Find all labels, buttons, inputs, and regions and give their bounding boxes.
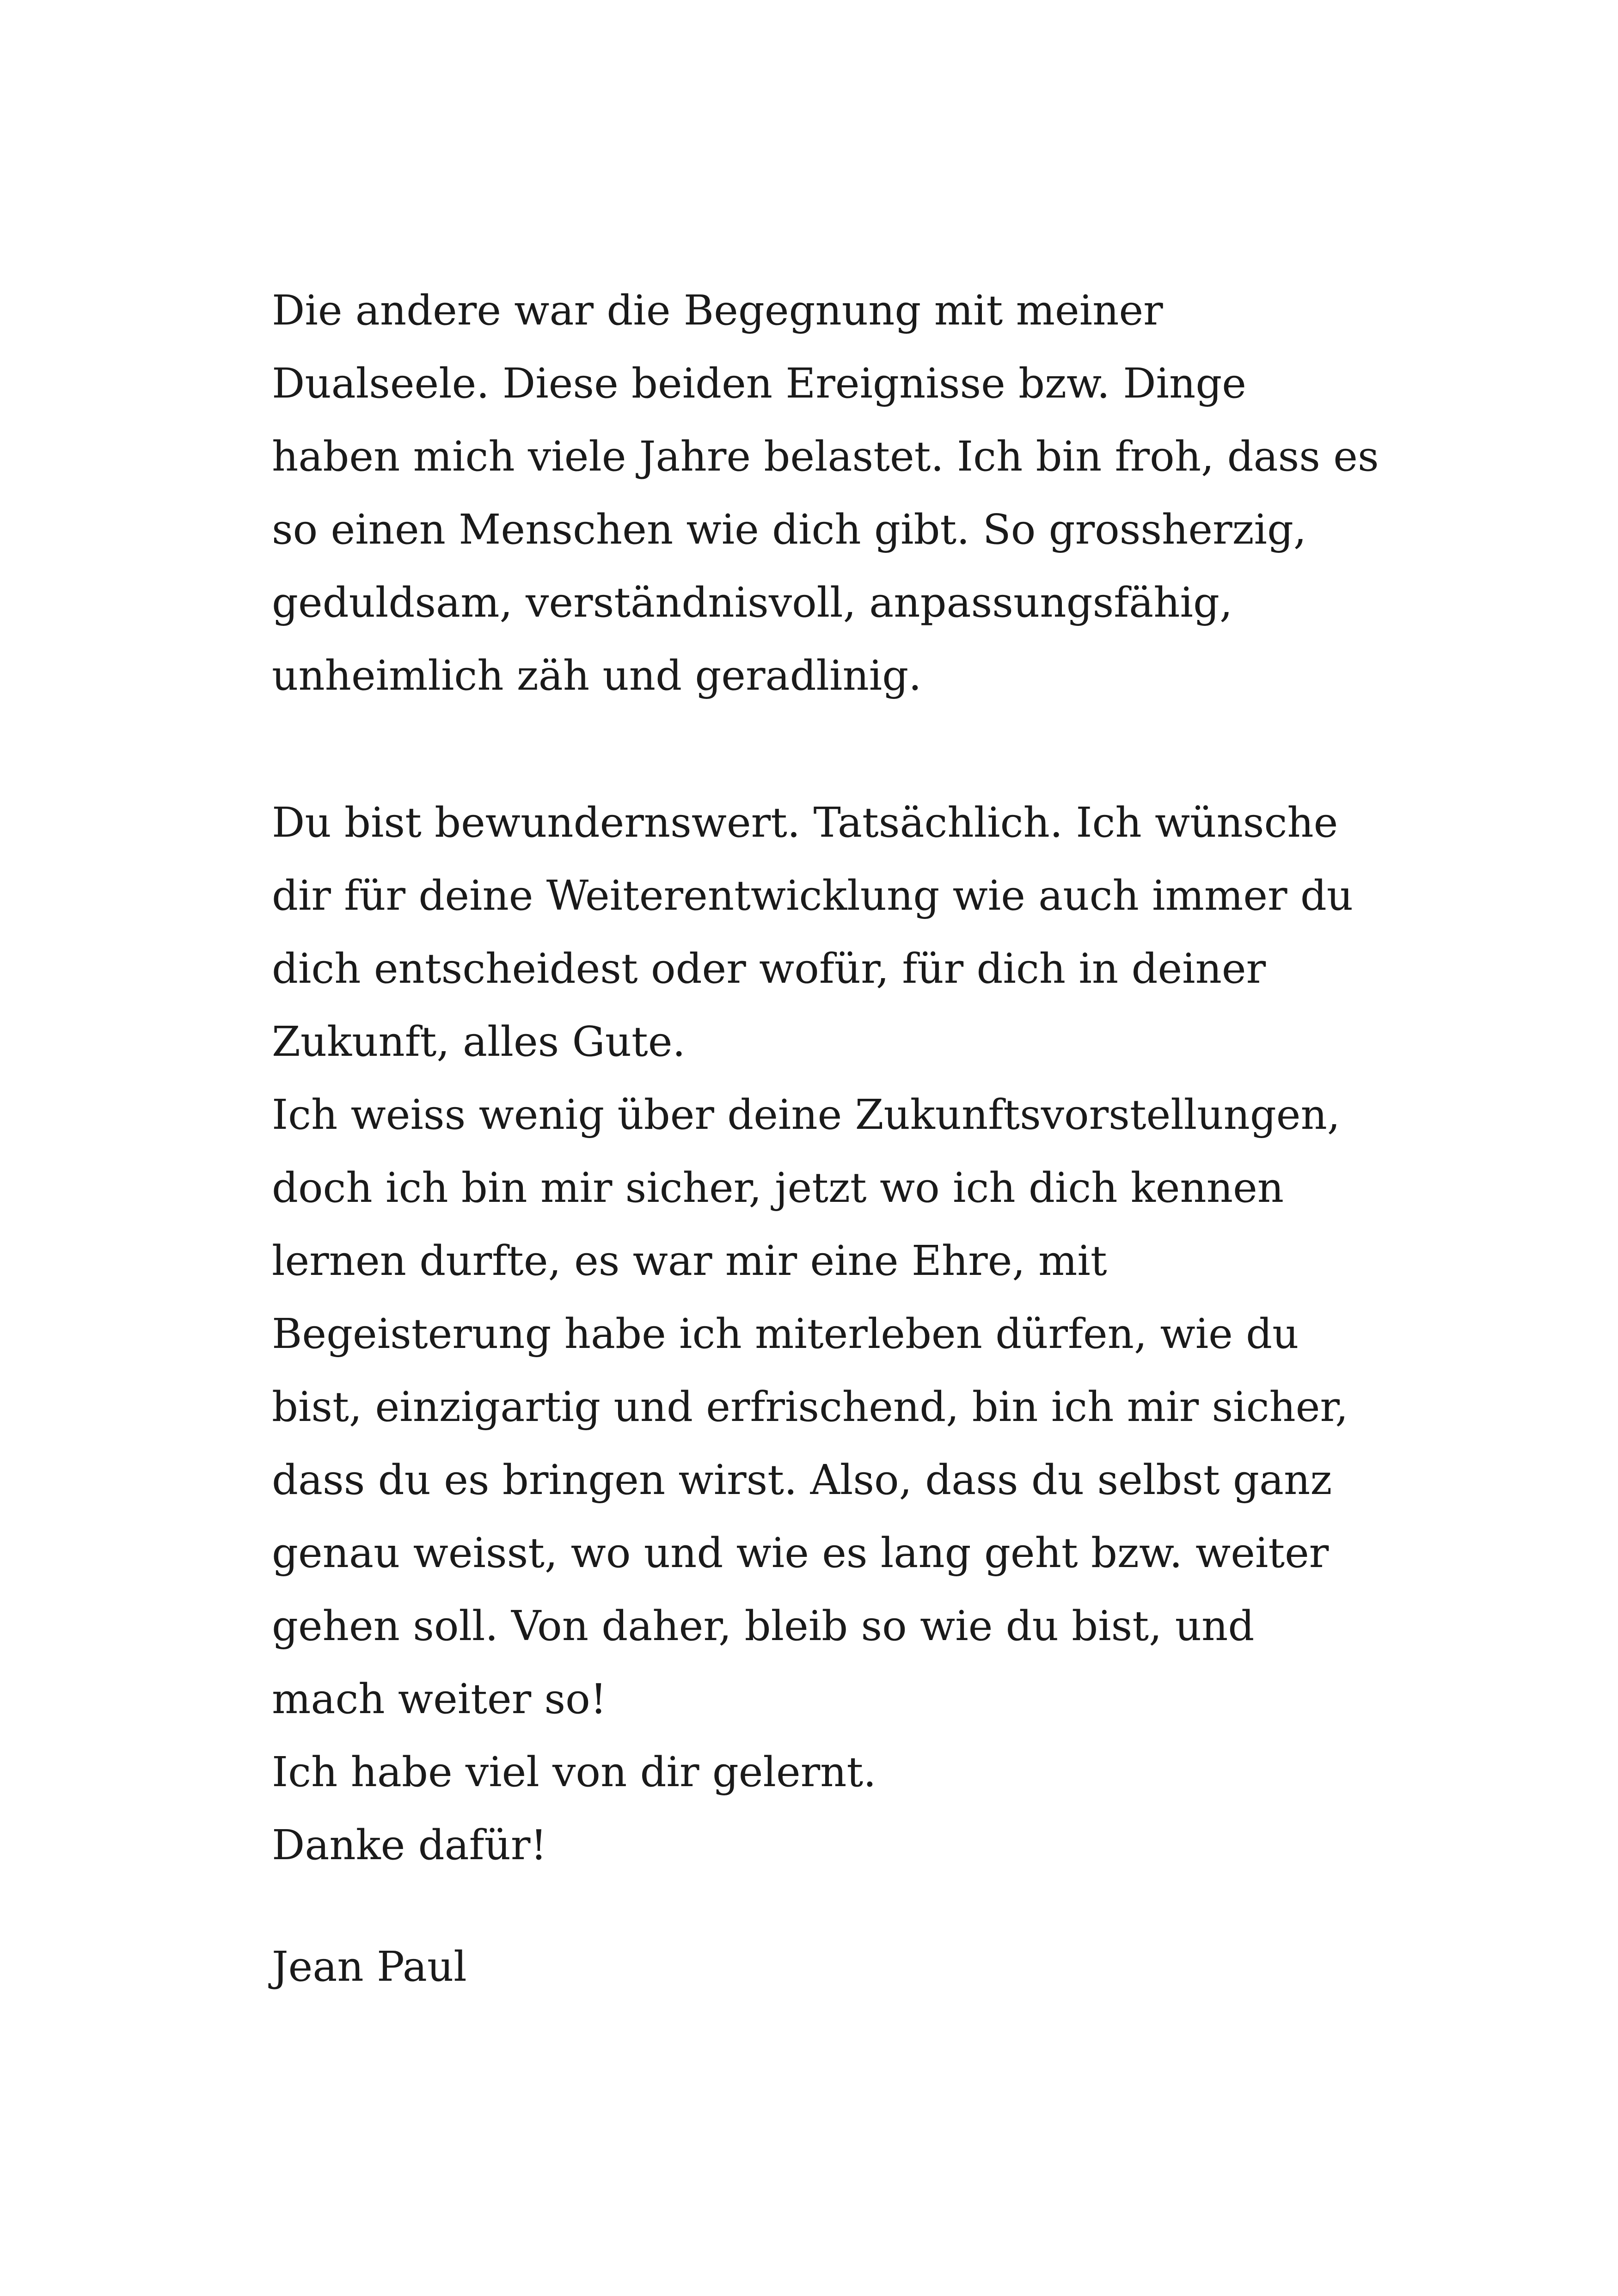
text-line: lernen durfte, es war mir eine Ehre, mit	[272, 1237, 1107, 1285]
text-line: mach weiter so!	[272, 1675, 607, 1723]
paragraph-2	[272, 786, 1381, 1881]
signature: Jean Paul	[272, 1942, 467, 1990]
text-line: so einen Menschen wie dich gibt. So grossherzig,	[272, 505, 1307, 553]
text-line: Zukunft, alles Gute.	[272, 1017, 686, 1065]
text-line: dir für deine Weiterentwicklung wie auch immer du	[272, 871, 1354, 919]
text-line: Ich habe viel von dir gelernt.	[272, 1748, 876, 1796]
text-line: gehen soll. Von daher, bleib so wie du bist, und	[272, 1602, 1255, 1650]
signature-block	[272, 1930, 1381, 2003]
text-line: Dualseele. Diese beiden Ereignisse bzw. Dinge	[272, 359, 1246, 407]
text-line: bist, einzigartig und erfrischend, bin ich mir sicher,	[272, 1383, 1348, 1431]
text-line: Danke dafür!	[272, 1821, 547, 1869]
text-line: Du bist bewundernswert. Tatsächlich. Ich wünsche	[272, 798, 1338, 846]
text-line: Begeisterung habe ich miterleben dürfen, wie du	[272, 1310, 1299, 1358]
text-line: geduldsam, verständnisvoll, anpassungsfähig,	[272, 578, 1233, 626]
text-line: unheimlich zäh und geradlinig.	[272, 651, 922, 699]
paragraph-1	[272, 274, 1381, 712]
text-line: doch ich bin mir sicher, jetzt wo ich dich kennen	[272, 1163, 1284, 1212]
text-line: genau weisst, wo und wie es lang geht bzw. weiter	[272, 1529, 1329, 1577]
text-line: haben mich viele Jahre belastet. Ich bin froh, dass es	[272, 432, 1379, 480]
text-line: dich entscheidest oder wofür, für dich in deiner	[272, 944, 1266, 992]
text-line: Die andere war die Begegnung mit meiner	[272, 286, 1163, 334]
text-line: Ich weiss wenig über deine Zukunftsvorstellungen,	[272, 1090, 1341, 1139]
text-line: dass du es bringen wirst. Also, dass du selbst ganz	[272, 1456, 1332, 1504]
